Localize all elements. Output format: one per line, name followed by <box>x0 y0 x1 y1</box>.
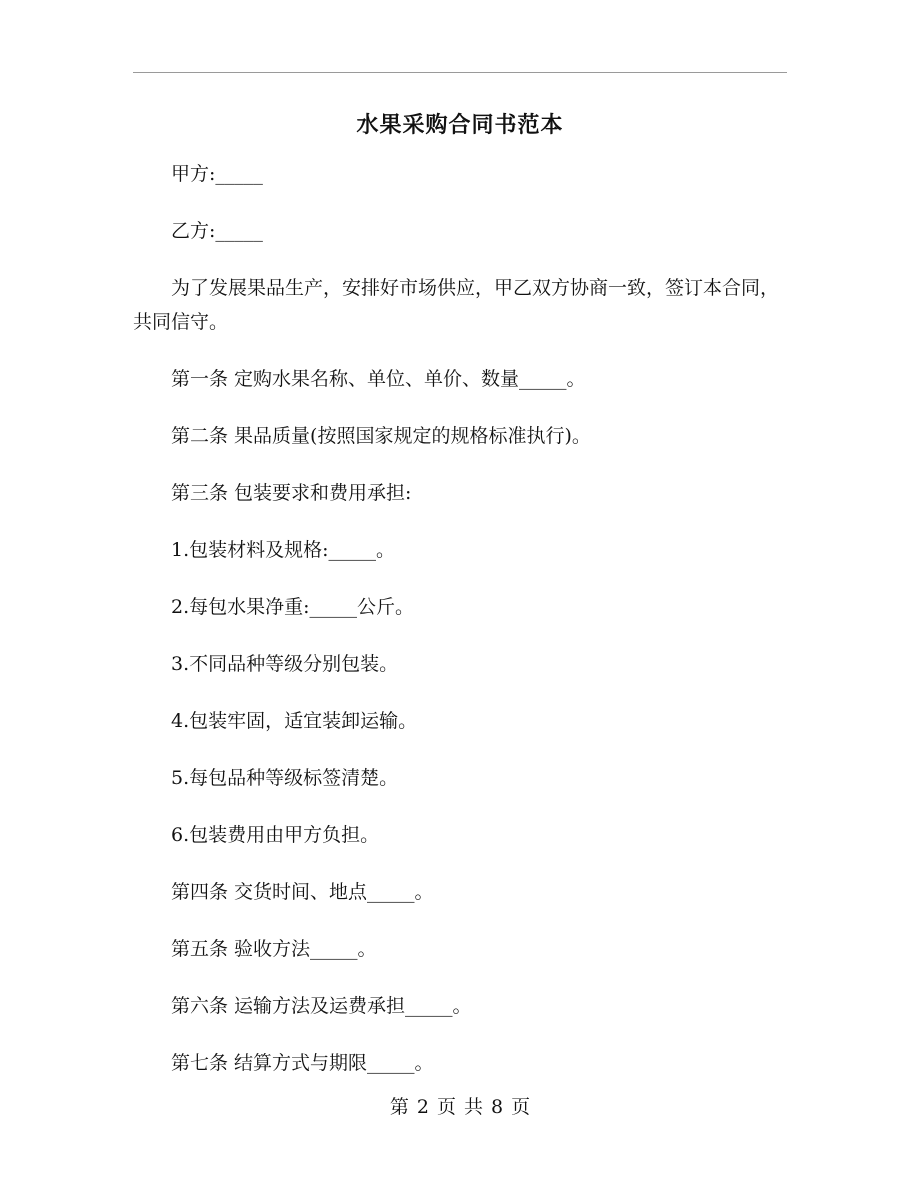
article-7: 第七条 结算方式与期限_____。 <box>171 1052 434 1074</box>
article-3-item-5: 5.每包品种等级标签清楚。 <box>171 767 399 789</box>
article-3-item-3: 3.不同品种等级分别包装。 <box>171 653 399 675</box>
article-4: 第四条 交货时间、地点_____。 <box>171 881 434 903</box>
article-3-item-6: 6.包装费用由甲方负担。 <box>171 824 380 846</box>
article-3-item-1: 1.包装材料及规格:_____。 <box>171 539 396 561</box>
document-body <box>133 157 787 1103</box>
party-b-line: 乙方:_____ <box>171 220 263 242</box>
preamble-paragraph: 为了发展果品生产，安排好市场供应，甲乙双方协商一致，签订本合同，共同信守。 <box>133 277 780 333</box>
article-3: 第三条 包装要求和费用承担: <box>171 482 412 504</box>
article-2: 第二条 果品质量(按照国家规定的规格标准执行)。 <box>171 425 591 447</box>
article-6: 第六条 运输方法及运费承担_____。 <box>171 995 472 1017</box>
document-title: 水果采购合同书范本 <box>356 112 564 138</box>
page-number-footer: 第 2 页 共 8 页 <box>389 1096 531 1118</box>
header-rule <box>133 72 787 73</box>
article-5: 第五条 验收方法_____。 <box>171 938 377 960</box>
party-a-line: 甲方:_____ <box>171 163 263 185</box>
article-3-item-4: 4.包装牢固，适宜装卸运输。 <box>171 710 418 732</box>
article-1: 第一条 定购水果名称、单位、单价、数量_____。 <box>171 368 586 390</box>
article-3-item-2: 2.每包水果净重:_____公斤。 <box>171 596 415 618</box>
